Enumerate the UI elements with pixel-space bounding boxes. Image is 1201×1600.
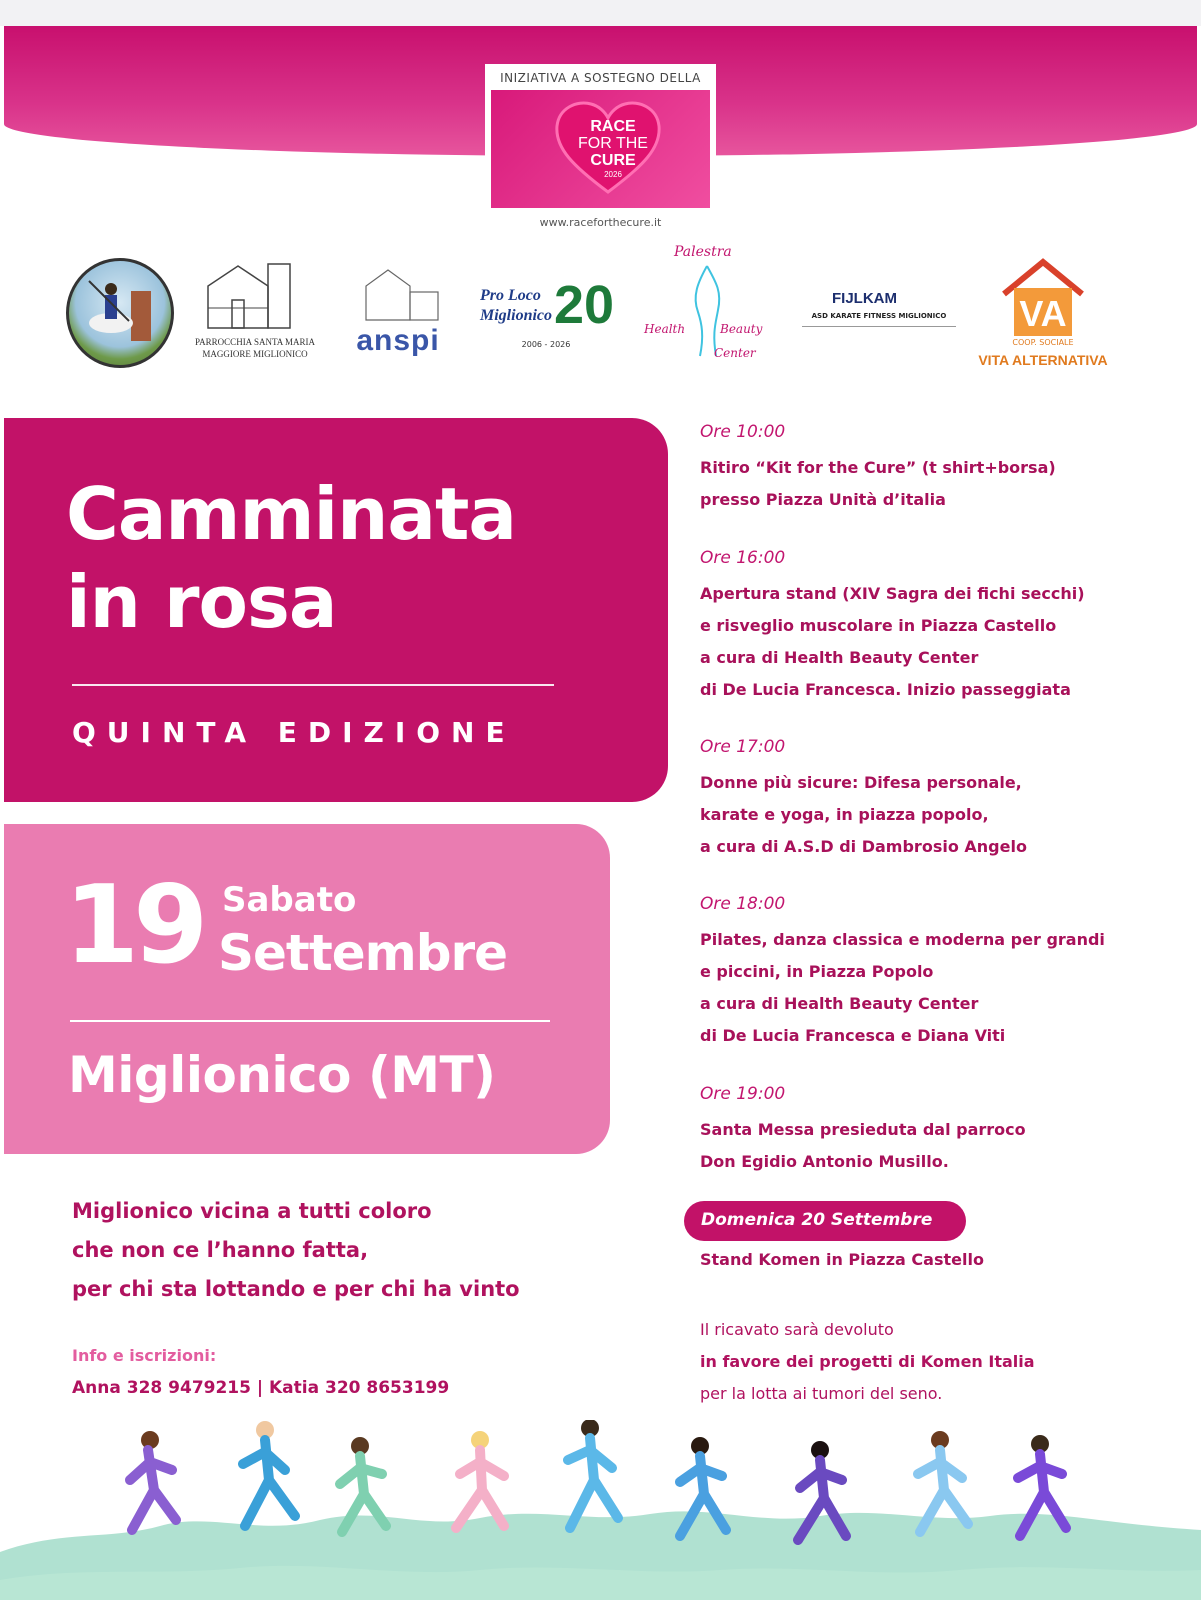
- schedule-line: Don Egidio Antonio Musillo.: [700, 1152, 949, 1171]
- va-coop: COOP. SOCIALE: [1012, 338, 1074, 347]
- initiative-label: INIZIATIVA A SOSTEGNO DELLA: [500, 71, 701, 85]
- vita-alternativa-logo: [978, 258, 1108, 372]
- schedule-line: e piccini, in Piazza Popolo: [700, 962, 934, 981]
- center-label: Center: [714, 346, 756, 360]
- beauty-label: Beauty: [720, 322, 763, 336]
- schedule-line: Donne più sicure: Difesa personale,: [700, 773, 1022, 792]
- fijlkam-details: [802, 326, 956, 350]
- schedule-line: Pilates, danza classica e moderna per grandi: [700, 930, 1105, 949]
- slogan-line3: per chi sta lottando e per chi ha vinto: [72, 1277, 520, 1301]
- event-month: Settembre: [218, 924, 508, 982]
- slogan-line1: Miglionico vicina a tutti coloro: [72, 1199, 432, 1223]
- title-line2: in rosa: [66, 560, 337, 644]
- sunday-label: Domenica 20 Settembre: [701, 1210, 933, 1230]
- race-line3: CURE: [590, 152, 636, 169]
- schedule-time: Ore 17:00: [700, 737, 786, 757]
- karate-name: ASD KARATE FITNESS MIGLIONICO: [811, 312, 947, 320]
- title-divider: [72, 684, 554, 686]
- event-place: Miglionico (MT): [68, 1046, 496, 1104]
- chapel-icon: [336, 262, 460, 322]
- slogan: [72, 1192, 632, 1309]
- schedule-item: [700, 892, 1180, 1052]
- proloco-20-mark: 20: [554, 275, 615, 335]
- schedule-time: Ore 16:00: [700, 548, 786, 568]
- parish-logo: [188, 256, 322, 368]
- race-year: 2026: [604, 170, 622, 179]
- church-icon: [188, 256, 322, 330]
- house-icon: [1000, 258, 1086, 338]
- proceeds-line3: per la lotta ai tumori del seno.: [700, 1384, 943, 1403]
- svg-text:VA: VA: [1019, 293, 1067, 334]
- proloco-name: [480, 286, 552, 326]
- proloco-line1: Pro Loco: [480, 287, 541, 304]
- schedule-line: Apertura stand (XIV Sagra dei fichi secchi): [700, 584, 1085, 603]
- schedule-line: a cura di Health Beauty Center: [700, 648, 979, 667]
- schedule-line: a cura di A.S.D di Dambrosio Angelo: [700, 837, 1027, 856]
- schedule-item: [700, 546, 1180, 706]
- schedule-line: Ritiro “Kit for the Cure” (t shirt+borsa): [700, 458, 1056, 477]
- schedule-item: [700, 735, 1180, 863]
- top-strip: [0, 0, 1201, 26]
- race-line1: RACE: [590, 118, 636, 135]
- event-weekday: Sabato: [222, 880, 357, 920]
- proceeds-line1: Il ricavato sarà devoluto: [700, 1320, 894, 1339]
- proloco-line2: Miglionico: [480, 307, 553, 324]
- knight-icon: [69, 261, 171, 365]
- schedule-line: presso Piazza Unità d’italia: [700, 490, 946, 509]
- date-divider: [70, 1020, 550, 1022]
- schedule-item: [700, 1082, 1180, 1178]
- proceeds-note: [700, 1314, 1180, 1410]
- race-for-the-cure-badge: [485, 64, 716, 212]
- schedule-item: [700, 420, 1180, 516]
- race-url: www.raceforthecure.it: [539, 216, 662, 229]
- info-label: Info e iscrizioni:: [72, 1346, 217, 1365]
- race-logo-panel: [491, 90, 710, 208]
- event-day: 19: [64, 863, 203, 988]
- proceeds-line2: in favore dei progetti di Komen Italia: [700, 1352, 1035, 1371]
- palestra-label: Palestra: [674, 244, 732, 260]
- sunday-desc: Stand Komen in Piazza Castello: [700, 1250, 984, 1269]
- runners-illustration: [0, 1420, 1201, 1600]
- schedule-line: karate e yoga, in piazza popolo,: [700, 805, 989, 824]
- town-crest-logo: [66, 258, 174, 368]
- schedule-line: di De Lucia Francesca e Diana Viti: [700, 1026, 1006, 1045]
- figure-icon: [672, 262, 742, 358]
- health-label: Health: [644, 322, 686, 336]
- race-logo-text: [573, 118, 653, 181]
- anspi-name: anspi: [356, 324, 440, 357]
- edition-label: QUINTA EDIZIONE: [72, 716, 516, 749]
- race-line2: FOR THE: [578, 135, 648, 152]
- event-title: [66, 470, 646, 646]
- schedule-line: e risveglio muscolare in Piazza Castello: [700, 616, 1057, 635]
- slogan-line2: che non ce l’hanno fatta,: [72, 1238, 369, 1262]
- palestra-logo: [642, 240, 766, 382]
- proloco-years: 2006 - 2026: [521, 340, 571, 349]
- info-contacts: Anna 328 9479215 | Katia 320 8653199: [72, 1378, 450, 1398]
- anspi-logo: [336, 262, 460, 370]
- schedule-time: Ore 19:00: [700, 1084, 786, 1104]
- schedule-time: Ore 18:00: [700, 894, 786, 914]
- proloco-logo: [478, 275, 630, 352]
- parish-name: PARROCCHIA SANTA MARIA MAGGIORE MIGLIONICO: [195, 337, 315, 359]
- title-line1: Camminata: [66, 472, 516, 556]
- schedule-line: di De Lucia Francesca. Inizio passeggiata: [700, 680, 1071, 699]
- fijlkam-name: FIJLKAM: [832, 290, 897, 307]
- schedule-line: a cura di Health Beauty Center: [700, 994, 979, 1013]
- fijlkam-logo: [794, 288, 964, 356]
- schedule-line: Santa Messa presieduta dal parroco: [700, 1120, 1026, 1139]
- schedule-time: Ore 10:00: [700, 422, 786, 442]
- va-name: VITA ALTERNATIVA: [978, 352, 1108, 368]
